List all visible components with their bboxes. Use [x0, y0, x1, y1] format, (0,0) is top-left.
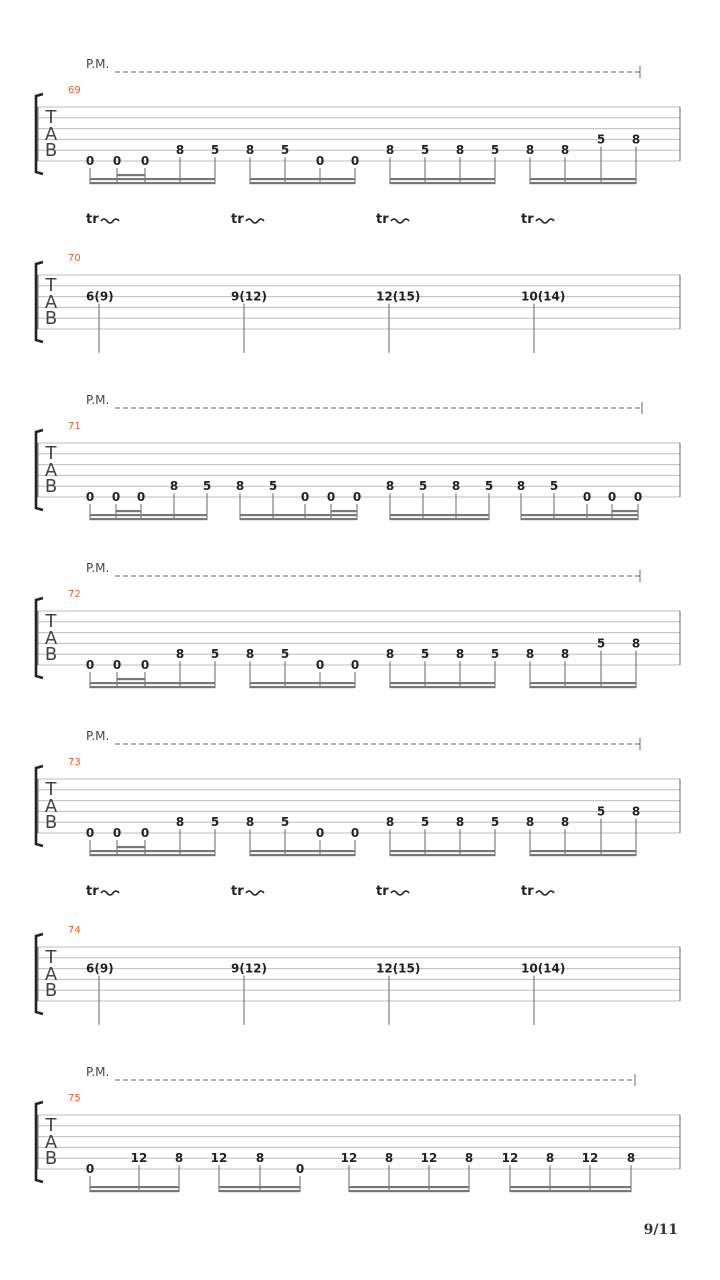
fret-number: 0: [315, 826, 325, 840]
fret-number: 8: [516, 479, 526, 494]
beam: [390, 850, 495, 852]
beam-sixteenth: [117, 678, 145, 680]
fret-number: 5: [268, 479, 278, 494]
beam: [250, 854, 355, 856]
palm-mute-label: P.M.: [86, 1065, 110, 1079]
beam: [250, 850, 355, 852]
tab-clef-letter: T: [45, 611, 57, 632]
fret-number: 5: [490, 647, 500, 662]
trill-label: tr: [376, 212, 389, 227]
fret-number: 5: [202, 479, 212, 494]
fret-number: 0: [136, 490, 146, 504]
fret-number: 0: [315, 154, 325, 168]
fret-number: 8: [385, 143, 395, 158]
fret-number: 0: [112, 154, 122, 168]
measure-number: 69: [68, 85, 81, 96]
beam: [530, 682, 636, 684]
palm-mute-label: P.M.: [86, 393, 110, 407]
system-bracket: [36, 94, 43, 174]
beam: [90, 850, 215, 852]
fret-number: 0: [352, 490, 362, 504]
tab-system: [36, 393, 680, 520]
fret-number: 6(9): [86, 961, 114, 976]
fret-number: 12: [210, 1151, 228, 1166]
tab-system: [36, 1065, 680, 1192]
trill-wave-icon: [391, 891, 409, 895]
fret-number: 8: [560, 815, 570, 830]
fret-number: 8: [560, 647, 570, 662]
trill-label: tr: [521, 212, 534, 227]
beam: [90, 182, 215, 184]
trill-label: tr: [521, 884, 534, 899]
beam: [250, 182, 355, 184]
beam: [390, 518, 489, 520]
fret-number: 0: [326, 490, 336, 504]
fret-number: 12(15): [376, 289, 421, 304]
tab-clef-letter: A: [44, 796, 58, 817]
fret-number: 5: [210, 647, 220, 662]
fret-number: 8: [169, 479, 179, 494]
fret-number: 8: [525, 647, 535, 662]
palm-mute-label: P.M.: [86, 561, 110, 575]
fret-number: 0: [85, 658, 95, 672]
tab-clef-letter: T: [45, 779, 57, 800]
beam: [521, 518, 638, 520]
beam: [90, 178, 215, 180]
fret-number: 0: [85, 490, 95, 504]
fret-number: 9(12): [231, 961, 268, 976]
fret-number: 5: [280, 647, 290, 662]
tab-clef-letter: B: [44, 308, 58, 329]
fret-number: 8: [525, 815, 535, 830]
beam: [349, 1190, 469, 1192]
fret-number: 0: [140, 154, 150, 168]
fret-number: 8: [626, 1151, 636, 1166]
fret-number: 5: [418, 479, 428, 494]
fret-number: 8: [631, 132, 641, 147]
fret-number: 8: [175, 815, 185, 830]
fret-number: 8: [384, 1151, 394, 1166]
fret-number: 8: [525, 143, 535, 158]
beam: [219, 1186, 300, 1188]
fret-number: 8: [545, 1151, 555, 1166]
beam: [521, 514, 638, 516]
tab-system: [36, 729, 680, 856]
trill-wave-icon: [391, 219, 409, 223]
fret-number: 0: [140, 826, 150, 840]
trill-wave-icon: [536, 891, 554, 895]
tab-clef-letter: B: [44, 980, 58, 1001]
tab-system: [36, 561, 680, 688]
page-number: 9/11: [643, 1222, 678, 1238]
fret-number: 10(14): [521, 961, 566, 976]
fret-number: 8: [631, 804, 641, 819]
beam-sixteenth: [331, 510, 357, 512]
tab-clef-letter: B: [44, 476, 58, 497]
beam: [530, 182, 636, 184]
beam: [90, 1190, 179, 1192]
fret-number: 8: [255, 1151, 265, 1166]
fret-number: 5: [596, 132, 606, 147]
fret-number: 5: [549, 479, 559, 494]
fret-number: 0: [112, 658, 122, 672]
fret-number: 5: [490, 143, 500, 158]
fret-number: 5: [596, 804, 606, 819]
tab-clef-letter: B: [44, 644, 58, 665]
trill-label: tr: [231, 212, 244, 227]
tab-clef-letter: A: [44, 628, 58, 649]
beam: [250, 682, 355, 684]
fret-number: 12: [501, 1151, 519, 1166]
fret-number: 0: [350, 826, 360, 840]
trill-label: tr: [231, 884, 244, 899]
tab-clef-letter: A: [44, 964, 58, 985]
fret-number: 8: [455, 815, 465, 830]
beam: [90, 1186, 179, 1188]
fret-number: 0: [350, 658, 360, 672]
tab-clef-letter: A: [44, 292, 58, 313]
tab-clef-letter: A: [44, 124, 58, 145]
tab-clef-letter: T: [45, 947, 57, 968]
measure-number: 75: [68, 1093, 81, 1104]
beam: [90, 854, 215, 856]
beam: [219, 1190, 300, 1192]
tab-system: [36, 212, 680, 353]
system-bracket: [36, 430, 43, 510]
fret-number: 0: [633, 490, 643, 504]
fret-number: 12: [130, 1151, 148, 1166]
fret-number: 0: [582, 490, 592, 504]
beam: [510, 1186, 631, 1188]
tab-clef-letter: A: [44, 460, 58, 481]
trill-label: tr: [86, 212, 99, 227]
beam-sixteenth: [117, 174, 145, 176]
fret-number: 5: [484, 479, 494, 494]
beam: [530, 850, 636, 852]
tab-clef-letter: A: [44, 1132, 58, 1153]
beam-sixteenth: [117, 846, 145, 848]
beam: [250, 686, 355, 688]
trill-wave-icon: [246, 219, 264, 223]
beam: [390, 854, 495, 856]
fret-number: 0: [300, 490, 310, 504]
beam: [90, 686, 215, 688]
system-bracket: [36, 598, 43, 678]
tab-clef-letter: T: [45, 275, 57, 296]
measure-number: 73: [68, 757, 81, 768]
fret-number: 12: [581, 1151, 599, 1166]
fret-number: 0: [140, 658, 150, 672]
fret-number: 5: [210, 143, 220, 158]
palm-mute-label: P.M.: [86, 729, 110, 743]
beam: [240, 514, 357, 516]
fret-number: 10(14): [521, 289, 566, 304]
fret-number: 8: [464, 1151, 474, 1166]
fret-number: 8: [175, 143, 185, 158]
fret-number: 8: [245, 815, 255, 830]
beam: [90, 514, 207, 516]
system-bracket: [36, 766, 43, 846]
fret-number: 0: [607, 490, 617, 504]
system-bracket: [36, 934, 43, 1014]
trill-wave-icon: [246, 891, 264, 895]
fret-number: 8: [455, 647, 465, 662]
measure-number: 71: [68, 421, 81, 432]
trill-wave-icon: [536, 219, 554, 223]
fret-number: 8: [560, 143, 570, 158]
fret-number: 0: [112, 826, 122, 840]
fret-number: 5: [210, 815, 220, 830]
fret-number: 8: [245, 647, 255, 662]
trill-wave-icon: [101, 891, 119, 895]
beam: [250, 178, 355, 180]
beam: [240, 518, 357, 520]
beam: [390, 686, 495, 688]
fret-number: 5: [596, 636, 606, 651]
fret-number: 8: [451, 479, 461, 494]
beam: [390, 682, 495, 684]
fret-number: 9(12): [231, 289, 268, 304]
fret-number: 0: [85, 826, 95, 840]
fret-number: 5: [490, 815, 500, 830]
fret-number: 8: [245, 143, 255, 158]
fret-number: 8: [235, 479, 245, 494]
fret-number: 8: [175, 647, 185, 662]
tab-clef-letter: T: [45, 107, 57, 128]
fret-number: 6(9): [86, 289, 114, 304]
fret-number: 12: [340, 1151, 358, 1166]
measure-number: 74: [68, 925, 81, 936]
trill-label: tr: [376, 884, 389, 899]
fret-number: 8: [385, 647, 395, 662]
fret-number: 0: [85, 1162, 95, 1176]
beam-sixteenth: [612, 510, 638, 512]
tab-clef-letter: B: [44, 140, 58, 161]
tab-system: [36, 884, 680, 1025]
tab-clef-letter: B: [44, 1148, 58, 1169]
tab-clef-letter: B: [44, 812, 58, 833]
beam: [90, 682, 215, 684]
fret-number: 5: [420, 143, 430, 158]
fret-number: 12: [420, 1151, 438, 1166]
fret-number: 12(15): [376, 961, 421, 976]
trill-label: tr: [86, 884, 99, 899]
fret-number: 5: [280, 143, 290, 158]
beam: [390, 514, 489, 516]
fret-number: 8: [174, 1151, 184, 1166]
fret-number: 8: [631, 636, 641, 651]
fret-number: 0: [315, 658, 325, 672]
beam: [349, 1186, 469, 1188]
tab-system: [36, 57, 680, 184]
beam: [530, 686, 636, 688]
beam: [530, 178, 636, 180]
measure-number: 72: [68, 589, 81, 600]
tab-clef-letter: T: [45, 443, 57, 464]
fret-number: 0: [295, 1162, 305, 1176]
fret-number: 8: [385, 815, 395, 830]
beam: [90, 518, 207, 520]
palm-mute-label: P.M.: [86, 57, 110, 71]
system-bracket: [36, 262, 43, 342]
fret-number: 5: [420, 647, 430, 662]
fret-number: 0: [350, 154, 360, 168]
beam: [510, 1190, 631, 1192]
system-bracket: [36, 1102, 43, 1182]
fret-number: 0: [111, 490, 121, 504]
tab-clef-letter: T: [45, 1115, 57, 1136]
fret-number: 5: [280, 815, 290, 830]
measure-number: 70: [68, 253, 81, 264]
fret-number: 5: [420, 815, 430, 830]
trill-wave-icon: [101, 219, 119, 223]
beam: [390, 178, 495, 180]
fret-number: 8: [455, 143, 465, 158]
fret-number: 8: [385, 479, 395, 494]
fret-number: 0: [85, 154, 95, 168]
beam: [390, 182, 495, 184]
beam-sixteenth: [116, 510, 141, 512]
beam: [530, 854, 636, 856]
